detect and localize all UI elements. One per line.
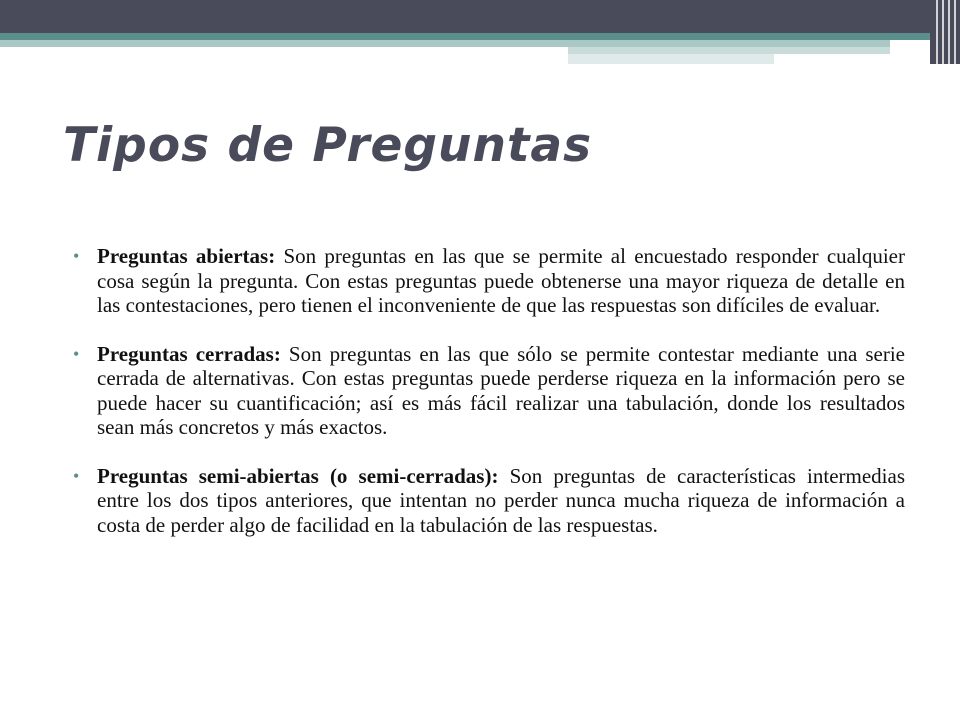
header-bar-light-teal (0, 40, 890, 47)
header-bar-light-teal-2 (568, 47, 890, 54)
slide-title: Tipos de Preguntas (63, 118, 593, 173)
list-item (73, 342, 905, 440)
bullet-icon: • (73, 465, 80, 486)
bullet-icon: • (73, 246, 80, 266)
list-item (73, 464, 905, 538)
header-bar-dark (0, 0, 960, 33)
header-divider-line (0, 47, 568, 49)
list-item (73, 244, 905, 318)
item-text: Son preguntas en las que sólo se permite contestar mediante una serie cerrada de alternativas. Con estas preguntas puede perderse riqueza en la información pero se puede hacer su cuantificación; así es más fácil realizar una tabulación, donde los resultados sean más concretos y más exactos. (97, 341, 905, 439)
item-term: Preguntas cerradas: (97, 341, 281, 366)
header-bar-teal (0, 33, 930, 40)
item-text: Son preguntas de características intermedias entre los dos tipos anteriores, que intentan no perder nunca mucha riqueza de información a costa de perder algo de facilidad en la tabulación de las respuestas. (97, 463, 905, 537)
bullet-list (73, 244, 905, 561)
item-text: Son preguntas en las que se permite al encuestado responder cualquier cosa según la pregunta. Con estas preguntas puede obtenerse una mayor riqueza de detalle en las contestaciones, pero tienen el inconveniente de que las respuestas son difíciles de evaluar. (97, 244, 905, 317)
item-term: Preguntas semi-abiertas (o semi-cerradas): (97, 463, 499, 488)
header-vertical-stripes (930, 0, 960, 64)
header-bar-light-teal-3 (568, 54, 774, 64)
bullet-icon: • (73, 343, 80, 364)
item-term: Preguntas abiertas: (97, 244, 276, 268)
